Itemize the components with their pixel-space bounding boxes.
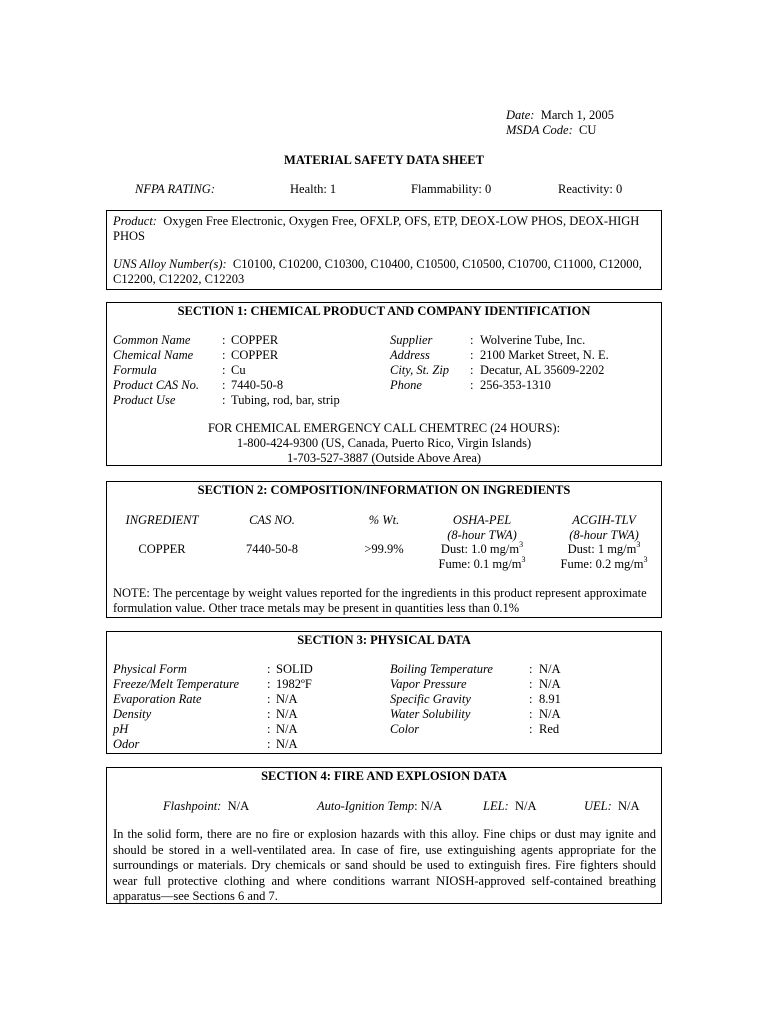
- s3-right-label-0: Boiling Temperature: [390, 662, 493, 676]
- acgih-dust-text: Dust: 1 mg/m: [567, 542, 637, 556]
- uns-text-2: C12200, C12202, C12203: [113, 272, 245, 286]
- section-3: [106, 631, 662, 754]
- nfpa-label: NFPA RATING:: [135, 182, 215, 196]
- s1-left-colon-1: :: [222, 348, 226, 362]
- osha-dust-sup: 3: [519, 539, 524, 549]
- autoignition-value: : N/A: [414, 799, 443, 813]
- s3-right-label-2: Specific Gravity: [390, 692, 471, 706]
- section-4-title: SECTION 4: FIRE AND EXPLOSION DATA: [261, 769, 507, 783]
- s3-left-value-0: SOLID: [276, 662, 313, 676]
- s3-right-label-1: Vapor Pressure: [390, 677, 467, 691]
- s3-left-value-5: N/A: [276, 737, 298, 751]
- s3-left-value-3: N/A: [276, 707, 298, 721]
- uel: [584, 799, 640, 814]
- product-line-1: [113, 214, 639, 229]
- code-value: CU: [579, 123, 597, 137]
- s1-right-value-2: Decatur, AL 35609-2202: [480, 363, 605, 377]
- s1-left-colon-3: :: [222, 378, 226, 392]
- s3-right-label-3: Water Solubility: [390, 707, 471, 721]
- s3-left-colon-2: :: [267, 692, 271, 706]
- fire-paragraph: In the solid form, there are no fire or explosion hazards with this alloy. Fine chips or dust may ignite and should be stored in a well-ventilated area. In case of fire, use extinguishing agents appropriate for the surroundings or materials. Dry chemicals or sand should be used to extinguish fires. Fire fighters should wear full protective clothing and where conditions warrant NIOSH-approved self-contained breathing apparatus—see Sections 6 and 7.: [113, 827, 656, 903]
- osha-dust-text: Dust: 1.0 mg/m: [440, 542, 520, 556]
- row-ingredient: COPPER: [138, 542, 186, 556]
- s3-left-label-5: Odor: [113, 737, 140, 751]
- s1-left-value-3: 7440-50-8: [231, 378, 284, 392]
- lel-label: LEL:: [483, 799, 509, 813]
- s3-right-value-3: N/A: [539, 707, 561, 721]
- s3-left-label-3: Density: [113, 707, 152, 721]
- s3-right-colon-3: :: [529, 707, 533, 721]
- code-label: MSDA Code:: [506, 123, 573, 137]
- osha-fume-text: Fume: 0.1 mg/m: [438, 557, 522, 571]
- lel: [483, 799, 536, 814]
- s3-right-colon-1: :: [529, 677, 533, 691]
- product-box: [106, 210, 662, 290]
- emergency-line-1: FOR CHEMICAL EMERGENCY CALL CHEMTREC (24 HOURS):: [207, 421, 561, 435]
- lel-value: N/A: [514, 799, 537, 813]
- s3-left-colon-5: :: [267, 737, 271, 751]
- s1-right-label-0: Supplier: [390, 333, 433, 347]
- s1-left-colon-4: :: [222, 393, 226, 407]
- row-osha-fume: [423, 554, 541, 572]
- autoignition-label: Auto-Ignition Temp: [317, 799, 415, 813]
- header-osha: OSHA-PEL: [452, 513, 512, 527]
- date-label: Date:: [506, 108, 535, 122]
- osha-fume-sup: 3: [521, 554, 526, 564]
- note-line-2: formulation value. Other trace metals may be present in quantities less than 0.1%: [113, 601, 520, 615]
- uns-line-1: [113, 257, 642, 272]
- s3-left-value-4: N/A: [276, 722, 298, 736]
- product-text-1: Oxygen Free Electronic, Oxygen Free, OFXLP, OFS, ETP, DEOX-LOW PHOS, DEOX-HIGH: [163, 214, 640, 228]
- nfpa-flammability: Flammability: 0: [411, 182, 492, 196]
- emergency-line-3: 1-703-527-3887 (Outside Above Area): [286, 451, 482, 465]
- s3-right-value-4: Red: [539, 722, 560, 736]
- s3-left-colon-1: :: [267, 677, 271, 691]
- s3-right-colon-0: :: [529, 662, 533, 676]
- uel-value: N/A: [618, 799, 640, 813]
- nfpa-reactivity: Reactivity: 0: [558, 182, 623, 196]
- uel-label: UEL:: [584, 799, 612, 813]
- acgih-fume-sup: 3: [643, 554, 648, 564]
- s1-left-label-2: Formula: [113, 363, 157, 377]
- date-value: March 1, 2005: [540, 108, 614, 122]
- row-acgih-fume: [545, 554, 663, 572]
- nfpa-health: Health: 1: [290, 182, 337, 196]
- flashpoint: [163, 799, 249, 814]
- flashpoint-value: N/A: [227, 799, 250, 813]
- s3-right-colon-4: :: [529, 722, 533, 736]
- header-cas: CAS NO.: [249, 513, 295, 527]
- flashpoint-label: Flashpoint:: [163, 799, 222, 813]
- row-wt: >99.9%: [364, 542, 404, 556]
- s1-left-label-3: Product CAS No.: [113, 378, 199, 392]
- section-1-title: SECTION 1: CHEMICAL PRODUCT AND COMPANY IDENTIFICATION: [177, 304, 591, 318]
- s3-left-value-2: N/A: [276, 692, 298, 706]
- emergency-line-2: 1-800-424-9300 (US, Canada, Puerto Rico, Virgin Islands): [236, 436, 532, 450]
- header-acgih: ACGIH-TLV: [572, 513, 636, 527]
- section-3-title: SECTION 3: PHYSICAL DATA: [297, 633, 471, 647]
- s1-right-value-1: 2100 Market Street, N. E.: [480, 348, 609, 362]
- s1-left-value-2: Cu: [231, 363, 246, 377]
- s1-left-label-1: Chemical Name: [113, 348, 194, 362]
- s3-right-label-4: Color: [390, 722, 420, 736]
- s1-right-colon-0: :: [470, 333, 474, 347]
- uns-label: UNS Alloy Number(s):: [113, 257, 227, 271]
- code-line: [506, 123, 596, 138]
- product-text-2: PHOS: [113, 229, 145, 243]
- s3-left-label-4: pH: [113, 722, 129, 736]
- s3-right-value-0: N/A: [539, 662, 561, 676]
- page-title: MATERIAL SAFETY DATA SHEET: [284, 153, 484, 167]
- s1-right-value-3: 256-353-1310: [480, 378, 551, 392]
- s1-right-value-0: Wolverine Tube, Inc.: [480, 333, 586, 347]
- s1-right-label-1: Address: [390, 348, 430, 362]
- s1-left-value-0: COPPER: [231, 333, 279, 347]
- autoignition: [317, 799, 442, 814]
- header-ingredient: INGREDIENT: [125, 513, 199, 527]
- s1-right-colon-1: :: [470, 348, 474, 362]
- s3-left-colon-4: :: [267, 722, 271, 736]
- s1-left-colon-2: :: [222, 363, 226, 377]
- s3-right-value-2: 8.91: [539, 692, 561, 706]
- header-wt: % Wt.: [368, 513, 400, 527]
- s3-left-colon-3: :: [267, 707, 271, 721]
- row-cas: 7440-50-8: [245, 542, 299, 556]
- header-acgih-sub: (8-hour TWA): [569, 528, 639, 542]
- s1-left-value-4: Tubing, rod, bar, strip: [231, 393, 340, 407]
- s3-left-label-2: Evaporation Rate: [113, 692, 202, 706]
- s3-right-colon-2: :: [529, 692, 533, 706]
- s1-right-colon-2: :: [470, 363, 474, 377]
- uns-text-1: C10100, C10200, C10300, C10400, C10500, C10500, C10700, C11000, C12000,: [232, 257, 642, 271]
- s3-left-colon-0: :: [267, 662, 271, 676]
- acgih-fume-text: Fume: 0.2 mg/m: [560, 557, 644, 571]
- header-osha-sub: (8-hour TWA): [447, 528, 517, 542]
- section-4: [106, 767, 662, 904]
- s1-right-label-3: Phone: [390, 378, 422, 392]
- s3-left-label-1: Freeze/Melt Temperature: [113, 677, 240, 691]
- s1-left-label-4: Product Use: [113, 393, 176, 407]
- section-1: [106, 302, 662, 466]
- date-line: [506, 108, 614, 123]
- section-2: [106, 481, 662, 618]
- s1-left-colon-0: :: [222, 333, 226, 347]
- s3-left-label-0: Physical Form: [113, 662, 187, 676]
- section-2-title: SECTION 2: COMPOSITION/INFORMATION ON INGREDIENTS: [197, 483, 571, 497]
- s1-right-colon-3: :: [470, 378, 474, 392]
- product-label: Product:: [113, 214, 157, 228]
- s1-left-label-0: Common Name: [113, 333, 191, 347]
- acgih-dust-sup: 3: [636, 539, 641, 549]
- s1-right-label-2: City, St. Zip: [390, 363, 450, 377]
- note-line-1: NOTE: The percentage by weight values reported for the ingredients in this product represent approximate: [113, 586, 647, 600]
- s3-right-value-1: N/A: [539, 677, 561, 691]
- s3-left-value-1: 1982ºF: [276, 677, 312, 691]
- s1-left-value-1: COPPER: [231, 348, 279, 362]
